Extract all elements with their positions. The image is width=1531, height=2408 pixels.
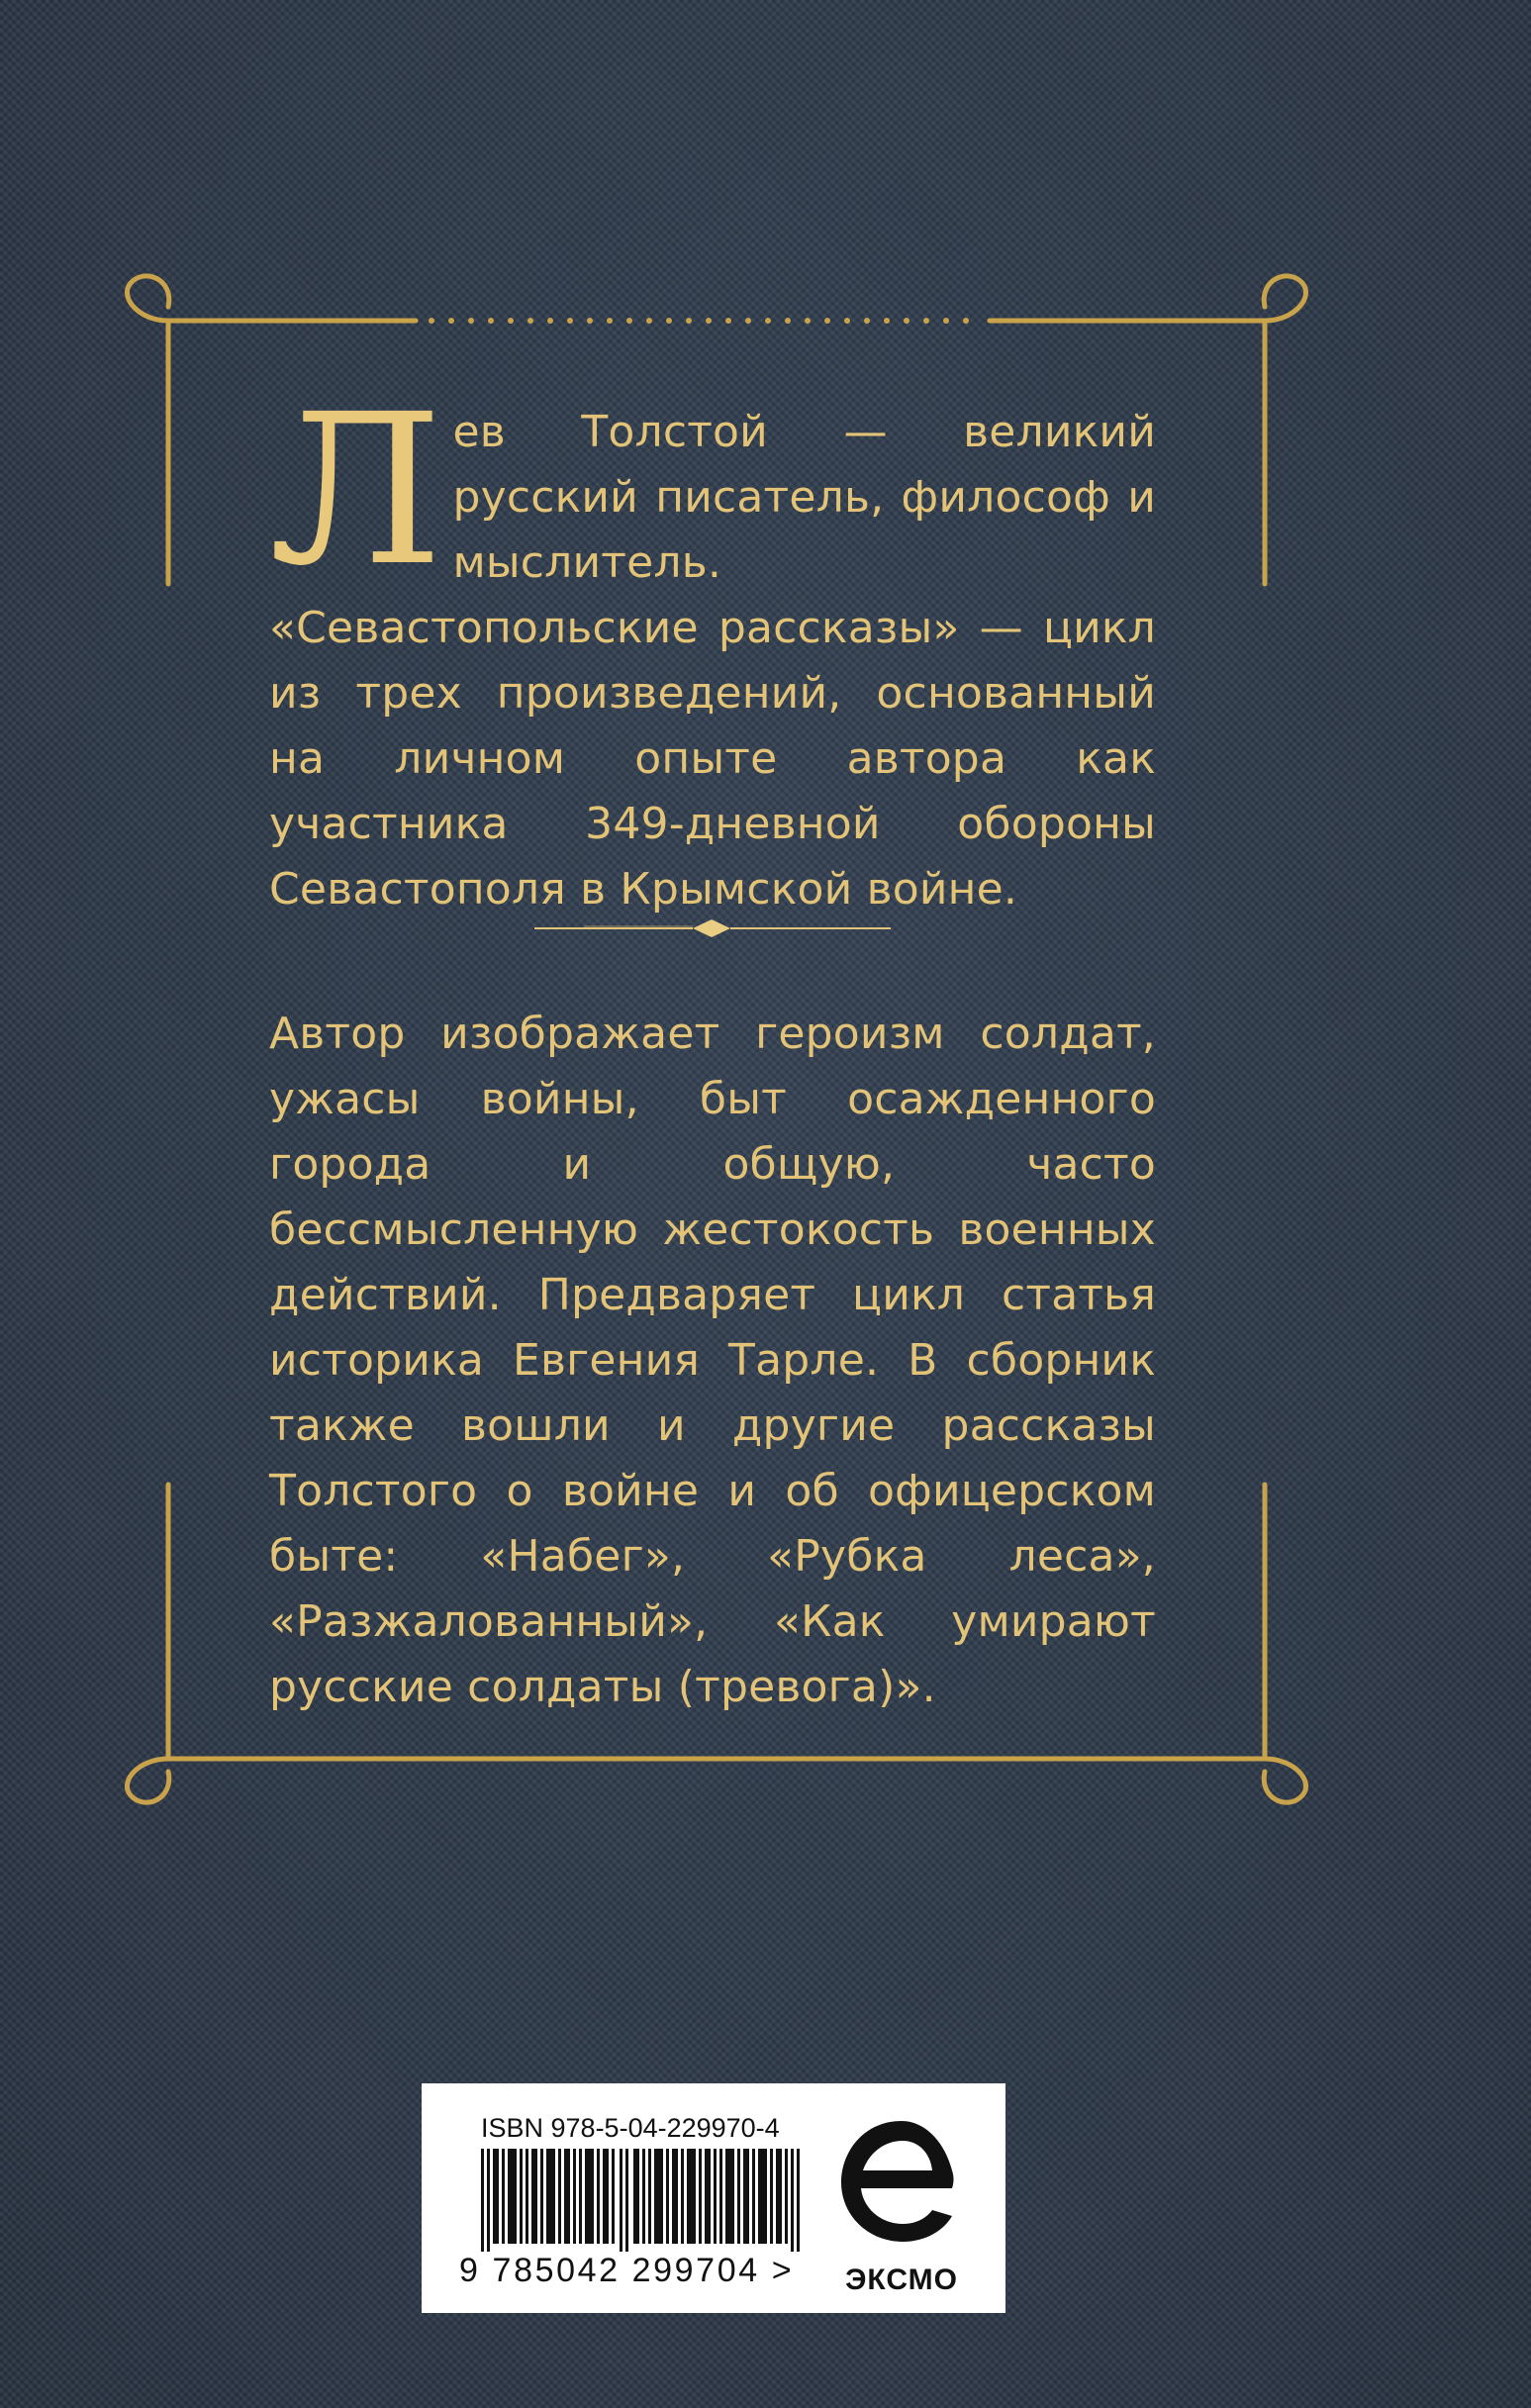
publisher-name: ЭКСМО	[845, 2264, 958, 2296]
barcode-card	[422, 2083, 1005, 2313]
annotation-text-1: ев Толстой — великий русский писатель, философ и мыслитель. «Севастопольские рассказы» — цикл из трех произведений, основанный на личном опыте автора как участника 349-дневной обороны Севастополя в Крымской войне.	[269, 407, 1156, 915]
eksmo-logo-icon	[827, 2113, 976, 2262]
barcode-bars	[481, 2149, 800, 2252]
dropcap-letter: Л	[269, 369, 443, 612]
annotation-paragraph-2: Автор изображает героизм солдат, ужасы войны, быт осажденного города и общую, часто бессмысленную жестокость военных действий. Предваряет цикл статья историка Евгения Тарле. В сборник также вошли и другие рассказы Толстого о войне и об офицерском быте: «Набег», «Рубка леса», «Разжалованный», «Как умирают русские солдаты (тревога)».	[269, 1009, 1156, 1712]
barcode-digits: 9 785042 299704 >	[459, 2252, 795, 2289]
isbn-label: ISBN 978-5-04-229970-4	[481, 2113, 780, 2143]
eksmo-logo	[827, 2113, 976, 2296]
annotation-paragraph-1	[269, 369, 1156, 922]
